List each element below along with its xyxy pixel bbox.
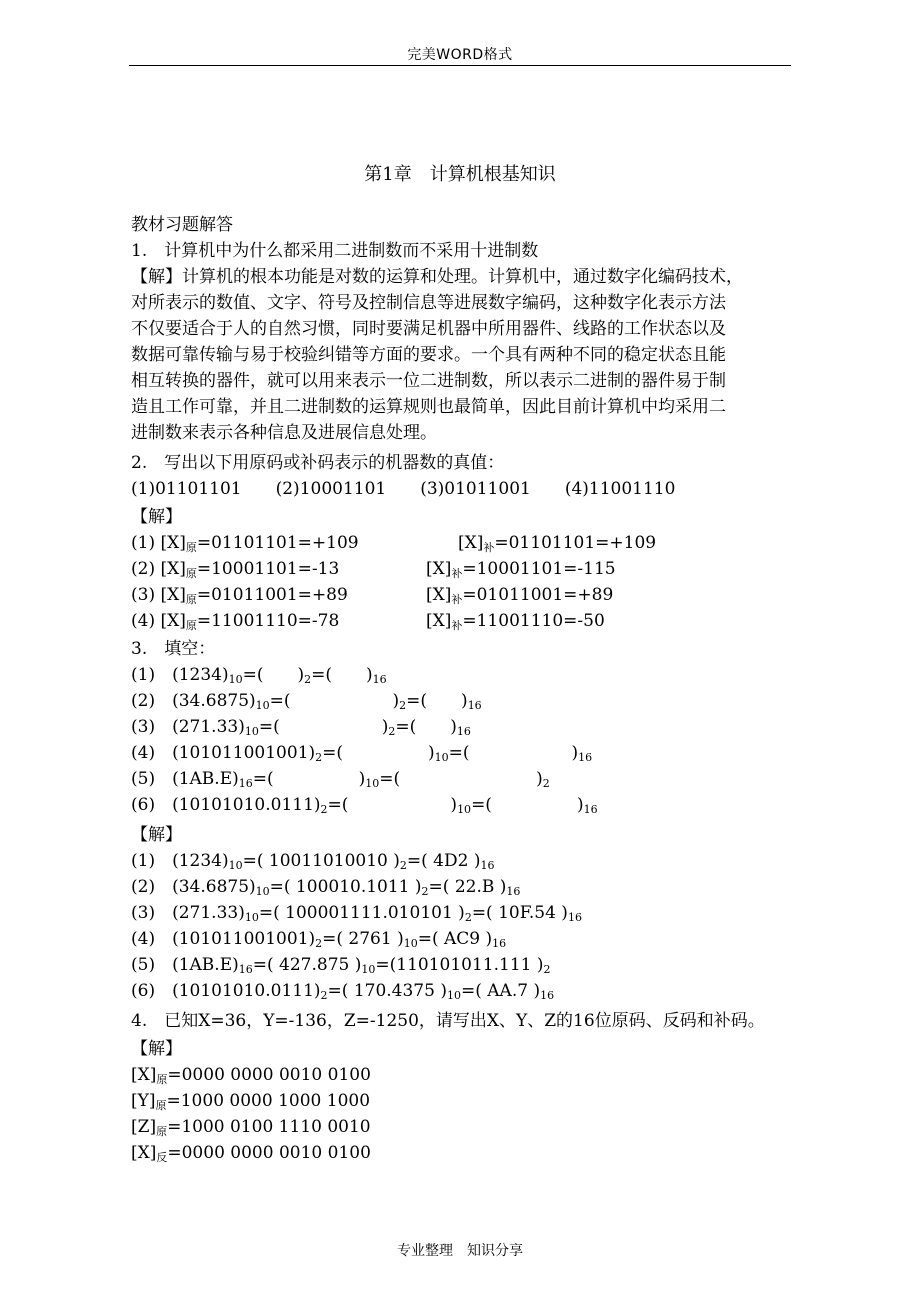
q2-row-comp: $[X]_补=01101101=+109$ <box>458 533 657 554</box>
q1-answer-line: 对所表示的数值、文字、符号及控制信息等进展数字编码，这种数字化表示方法 <box>131 293 726 313</box>
q4-answer-row: $[Y]_原=1000$ 0000 1000 1000 <box>131 1091 371 1112</box>
chapter-title: 第1章 计算机根基知识 <box>364 164 556 185</box>
q4-answer-row: $[X]_原=0000$ 0000 0010 0100 <box>131 1065 371 1086</box>
q1-question: 1. 计算机中为什么都采用二进制数而不采用十进制数 <box>131 241 539 261</box>
q1-answer-line: 【解】计算机的根本功能是对数的运算和处理。计算机中，通过数字化编码技术， <box>131 267 743 287</box>
q2-row-orig: (1) $[X]_原=01101101=+109$ <box>131 533 359 554</box>
q2-row-orig: (2) $[X]_原=10001101=-13$ <box>131 559 340 580</box>
q4-answer-row: $[X]_反=0000$ 0000 0010 0100 <box>131 1143 371 1164</box>
q1-answer-line: 不仅要适合于人的自然习惯，同时要满足机器中所用器件、线路的工作状态以及 <box>131 319 726 339</box>
q3-answer-row: (5) $(1AB.E)_{16}=$( 427.875 )$_{10}=(110101011.111$ )$_2$ <box>131 955 551 976</box>
q2-solution-label: 【解】 <box>131 507 182 527</box>
q3-answer-row: (1) $(1234)_{10}=$( 10011010010 )$_2=$( 4D2 )$_{16}$ <box>131 851 495 872</box>
q3-answer-row: (4) $(101011001001)_2=$( 2761 )$_{10}=$( AC9 )$_{16}$ <box>131 929 507 950</box>
q2-items: (1)01101101 (2)10001101 (3)01011001 (4)11001110 <box>131 479 676 499</box>
q3-blank-row: (1) $(1234)_{10}=$( )$_2=$( )$_{16}$ <box>131 665 387 686</box>
q3-blank-row: (5) $(1AB.E)_{16}=$( )$_{10}=$( )$_2$ <box>131 769 550 790</box>
q2-row-comp: $[X]_补=11001110=-50$ <box>426 611 605 632</box>
q3-answer-row: (3) $(271.33)_{10}=$( 100001111.010101 )$_2=$( 10F.54 )$_{16}$ <box>131 903 582 924</box>
q3-blank-row: (4) $(101011001001)_2=$( )$_{10}=$( )$_{16}$ <box>131 743 593 764</box>
q4-answer-row: $[Z]_原=1000$ 0100 1110 0010 <box>131 1117 371 1138</box>
q1-answer-line: 造且工作可靠，并且二进制数的运算规则也最简单，因此目前计算机中均采用二 <box>131 397 726 417</box>
q2-row-comp: $[X]_补=01011001=+89$ <box>426 585 614 606</box>
q2-row-orig: (4) $[X]_原=11001110=-78$ <box>131 611 340 632</box>
q3-answer-row: (2) $(34.6875)_{10}=$( 100010.1011 )$_2=$( 22.B )$_{16}$ <box>131 877 521 898</box>
q4-solution-label: 【解】 <box>131 1039 182 1059</box>
q2-row-comp: $[X]_补=10001101=-115$ <box>426 559 616 580</box>
section-heading: 教材习题解答 <box>131 215 233 235</box>
page-footer: 专业整理 知识分享 <box>397 1243 523 1259</box>
q3-blank-row: (6) $(10101010.0111)_2=$( )$_{10}=$( )$_{16}$ <box>131 795 598 816</box>
q1-answer-line: 进制数来表示各种信息及进展信息处理。 <box>131 423 437 443</box>
q1-answer-line: 相互转换的器件，就可以用来表示一位二进制数，所以表示二进制的器件易于制 <box>131 371 726 391</box>
q1-answer-line: 数据可靠传输与易于校验纠错等方面的要求。一个具有两种不同的稳定状态且能 <box>131 345 726 365</box>
q3-solution-label: 【解】 <box>131 825 182 845</box>
page-header: 完美WORD格式 <box>407 47 513 63</box>
q3-blank-row: (3) $(271.33)_{10}=$( )$_2=$( )$_{16}$ <box>131 717 471 738</box>
q4-question: 4. 已知X=36，Y=-136，Z=-1250，请写出X、Y、Z的16位原码、反码和补码。 <box>131 1011 765 1031</box>
q3-blank-row: (2) $(34.6875)_{10}=$( )$_2=$( )$_{16}$ <box>131 691 482 712</box>
q3-question: 3. 填空： <box>131 639 216 659</box>
q3-answer-row: (6) $(10101010.0111)_2=$( 170.4375 )$_{10}=$( AA.7 )$_{16}$ <box>131 981 555 1002</box>
q2-row-orig: (3) $[X]_原=01011001=+89$ <box>131 585 348 606</box>
q2-question: 2. 写出以下用原码或补码表示的机器数的真值： <box>131 453 505 473</box>
header-rule <box>129 65 791 66</box>
